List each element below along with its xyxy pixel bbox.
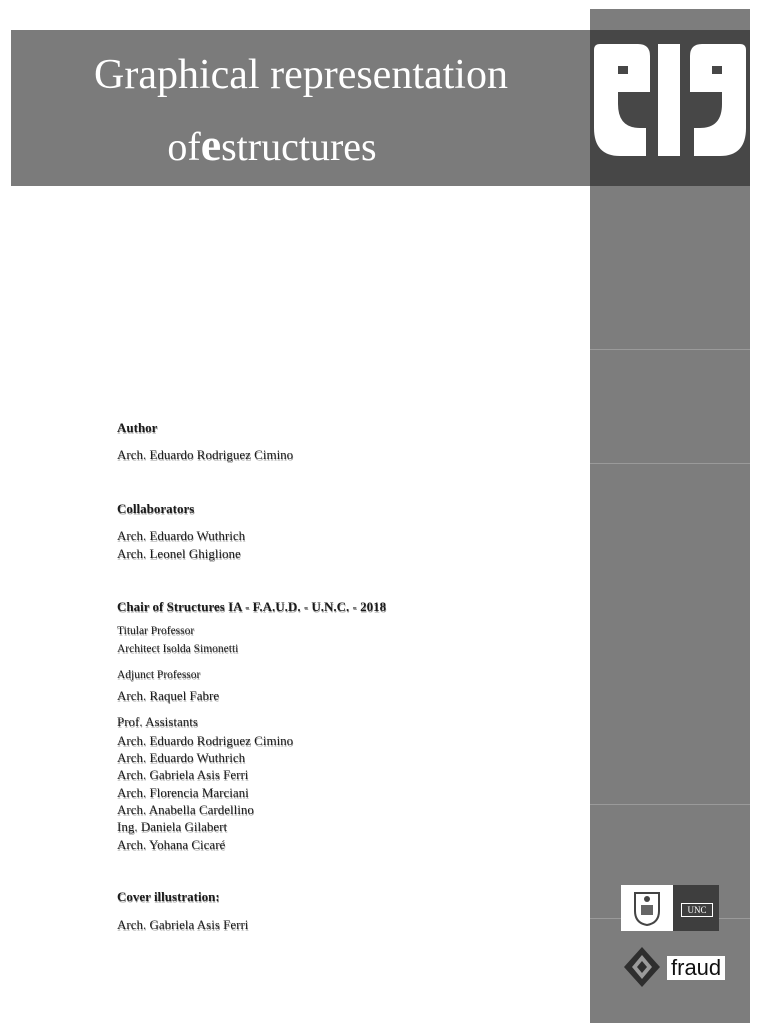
- cover-heading: Cover illustration:: [117, 889, 220, 904]
- adjunct-name: Arch. Raquel Fabre: [117, 688, 220, 703]
- unc-label: UNC: [681, 903, 713, 917]
- assistants-label: Prof. Assistants: [117, 714, 198, 729]
- fraud-logo: [622, 945, 722, 989]
- title-prefix: of: [167, 124, 201, 169]
- chair-heading: Chair of Structures IA - F.A.U.D. - U.N.C. - 2018: [117, 599, 387, 614]
- assistant-name: Arch. Florencia Marciani: [117, 785, 249, 800]
- title-e-letter: e: [200, 119, 222, 170]
- author-name: Arch. Eduardo Rodriguez Cimino: [117, 447, 294, 462]
- eie-logo-icon: [590, 30, 750, 186]
- unc-shield-icon: [621, 885, 673, 931]
- assistant-name: Arch. Eduardo Wuthrich: [117, 750, 246, 765]
- titular-name: Architect Isolda Simonetti: [117, 643, 239, 655]
- stripe-divider: [590, 463, 750, 464]
- assistant-name: Arch. Yohana Cicaré: [117, 837, 226, 852]
- cover-name: Arch. Gabriela Asis Ferri: [117, 917, 249, 932]
- stripe-divider: [590, 804, 750, 805]
- assistant-name: Arch. Anabella Cardellino: [117, 802, 254, 817]
- adjunct-label: Adjunct Professor: [117, 669, 201, 681]
- titular-label: Titular Professor: [117, 625, 195, 637]
- collaborator-name: Arch. Leonel Ghiglione: [117, 546, 241, 561]
- eie-logo: [590, 30, 750, 186]
- fraud-label: fraud: [667, 956, 725, 980]
- author-heading: Author: [117, 420, 158, 435]
- stripe-divider: [590, 349, 750, 350]
- title-suffix: structures: [221, 124, 377, 169]
- assistant-name: Ing. Daniela Gilabert: [117, 819, 228, 834]
- assistant-name: Arch. Eduardo Rodriguez Cimino: [117, 733, 294, 748]
- unc-logo: [621, 885, 719, 931]
- assistant-name: Arch. Gabriela Asis Ferri: [117, 767, 249, 782]
- title-line-2: [11, 119, 533, 170]
- collaborators-heading: Collaborators: [117, 501, 195, 516]
- fraud-diamond-icon: [622, 945, 662, 989]
- title-line-1: Graphical representation: [94, 52, 508, 98]
- collaborator-name: Arch. Eduardo Wuthrich: [117, 528, 246, 543]
